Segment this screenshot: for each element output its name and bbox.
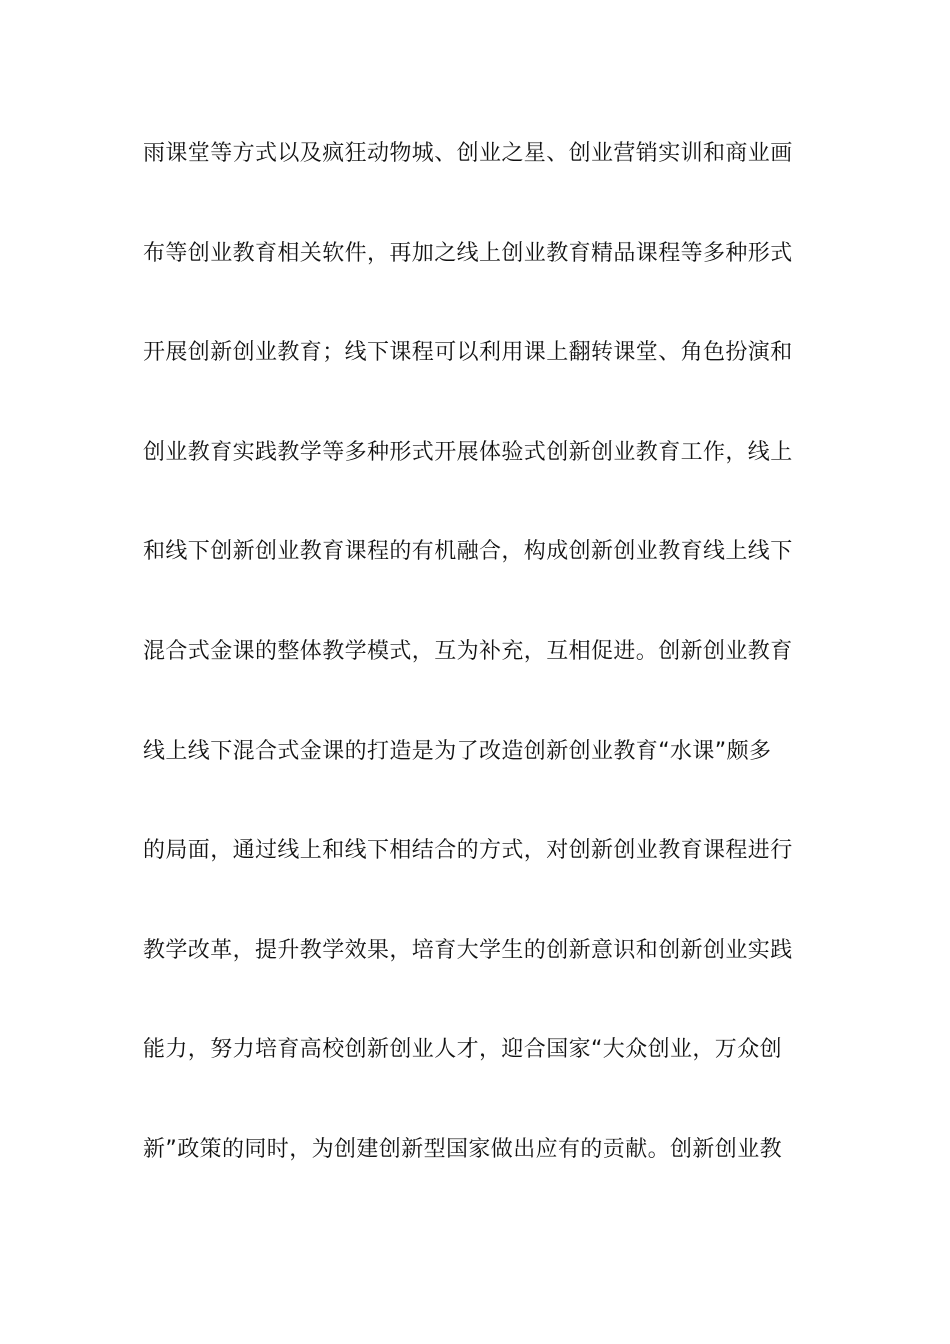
text-line-11: 新”政策的同时，为创建创新型国家做出应有的贡献。创新创业教 — [143, 1136, 782, 1162]
text-line-5: 和线下创新创业教育课程的有机融合，构成创新创业教育线上线下 — [143, 539, 793, 565]
text-line-1: 雨课堂等方式以及疯狂动物城、创业之星、创业营销实训和商业画 — [143, 141, 793, 166]
text-line-9: 教学改革，提升教学效果，培育大学生的创新意识和创新创业实践 — [143, 937, 793, 963]
text-line-3: 开展创新创业教育；线下课程可以利用课上翻转课堂、角色扮演和 — [143, 340, 793, 366]
text-line-8: 的局面，通过线上和线下相结合的方式，对创新创业教育课程进行 — [143, 838, 793, 864]
text-line-6: 混合式金课的整体教学模式，互为补充，互相促进。创新创业教育 — [143, 638, 793, 664]
text-line-2: 布等创业教育相关软件，再加之线上创业教育精品课程等多种形式 — [143, 240, 793, 266]
text-line-4: 创业教育实践教学等多种形式开展体验式创新创业教育工作，线上 — [143, 439, 793, 465]
text-line-7: 线上线下混合式金课的打造是为了改造创新创业教育“水课”颇多 — [143, 738, 772, 764]
body-paragraph — [143, 134, 807, 1230]
text-line-10: 能力，努力培育高校创新创业人才，迎合国家“大众创业，万众创 — [143, 1037, 782, 1063]
